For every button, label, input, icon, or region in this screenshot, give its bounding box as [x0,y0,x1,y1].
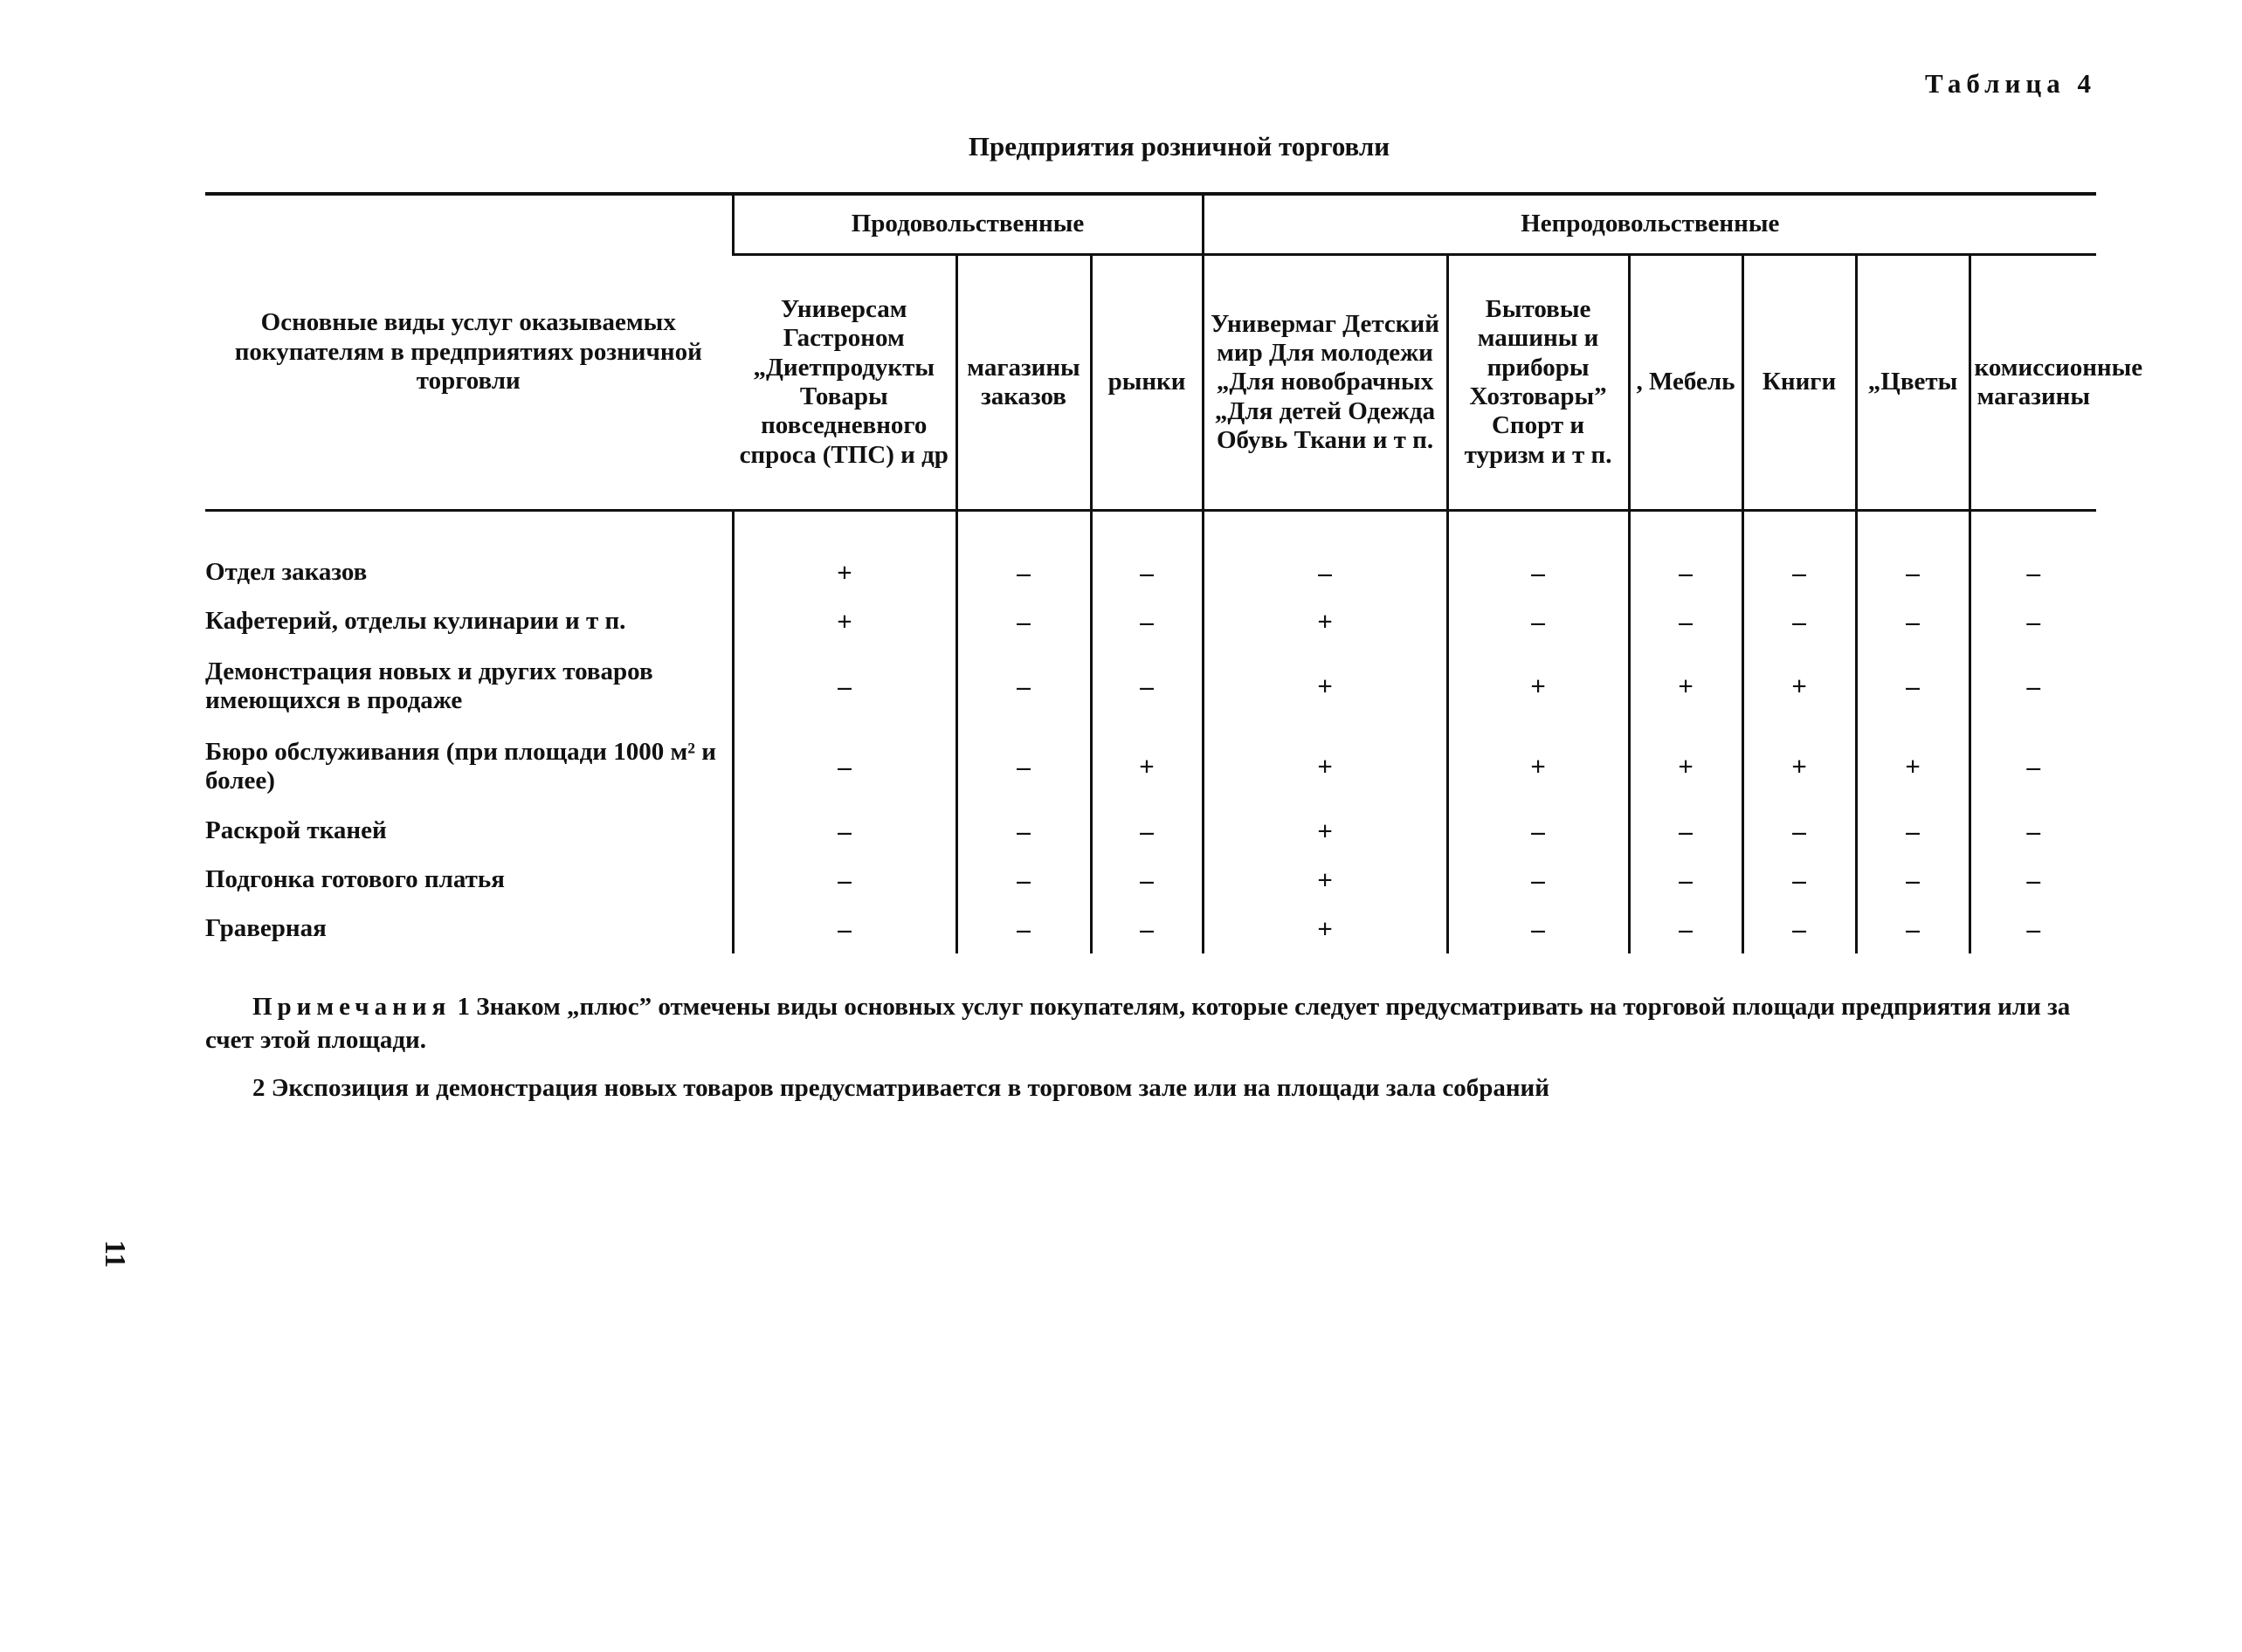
mark-cell: – [1091,905,1203,953]
column-header-furniture: , Мебель [1629,255,1742,511]
mark-cell: – [1856,856,1970,905]
service-name: Кафетерий, отделы кулинарии и т п. [205,607,626,636]
table-row [205,726,2096,807]
mark-cell: + [733,597,956,646]
notes-section [205,991,2096,1121]
mark-cell: – [956,807,1091,856]
table-number-label: Таблица 4 [1925,68,2096,99]
mark-cell: – [1629,548,1742,597]
mark-cell: + [1203,646,1447,726]
mark-cell: – [1091,597,1203,646]
mark-cell: – [1091,856,1203,905]
group-nonfood-header: Непродовольственные [1203,194,2096,255]
mark-cell: – [1856,807,1970,856]
mark-cell: – [1447,597,1629,646]
service-name: Бюро обслуживания (при площади 1000 м² и более) [205,737,716,795]
service-name: Раскрой тканей [205,816,387,845]
group-food-header: Продовольственные [733,194,1203,255]
column-header-books: Книги [1742,255,1856,511]
column-header-order-shops: магазины заказов [956,255,1091,511]
mark-cell: – [1629,807,1742,856]
mark-cell: – [1742,807,1856,856]
mark-cell: + [1629,646,1742,726]
mark-cell: – [1447,807,1629,856]
mark-cell: – [956,597,1091,646]
mark-cell: – [956,646,1091,726]
mark-cell: – [956,548,1091,597]
mark-cell: – [1742,856,1856,905]
column-header-department-store: Универмаг Детский мир Для молодежи „Для новобрачных „Для детей Одежда Обувь Ткани и т п. [1203,255,1447,511]
table-row [205,807,2096,856]
table-row [205,646,2096,726]
mark-cell: – [1970,905,2096,953]
mark-cell: – [956,905,1091,953]
mark-cell: + [1856,726,1970,807]
mark-cell: – [1629,905,1742,953]
mark-cell: – [1970,548,2096,597]
note-two-text: 2 Экспозиция и демонстрация новых товаров предусматривается в торговом зале или на площади зала собраний [252,1074,1549,1103]
mark-cell: – [956,856,1091,905]
mark-cell: – [1742,597,1856,646]
note-one-text: 1 Знаком „плюс” отмечены виды основных услуг покупателям, которые следует предусматривать на торговой площади предприятия или за счет этой площади. [205,993,2071,1054]
note-one [205,991,2096,1057]
mark-cell: – [1970,726,2096,807]
column-header-commission: комиссионные магазины [1970,255,2096,511]
mark-cell: + [1447,726,1629,807]
column-header-household: Бытовые машины и приборы Хозтовары” Спорт и туризм и т п. [1447,255,1629,511]
mark-cell: – [956,726,1091,807]
service-name: Подгонка готового платья [205,865,505,894]
table-spacer-row [205,511,2096,549]
page-number: 11 [99,1240,131,1269]
mark-cell: + [1091,726,1203,807]
table-row [205,905,2096,953]
mark-cell: – [733,646,956,726]
mark-cell: – [1970,807,2096,856]
table-title: Предприятия розничной торговли [968,131,1390,162]
mark-cell: + [1203,597,1447,646]
mark-cell: + [1203,726,1447,807]
mark-cell: + [733,548,956,597]
retail-services-table [205,192,2143,953]
notes-heading: Примечания [252,993,452,1021]
mark-cell: + [1203,905,1447,953]
mark-cell: – [1970,856,2096,905]
column-header-flowers: „Цветы [1856,255,1970,511]
mark-cell: – [733,856,956,905]
column-header-markets: рынки [1091,255,1203,511]
mark-cell: – [733,726,956,807]
mark-cell: – [1091,646,1203,726]
mark-cell: – [733,905,956,953]
mark-cell: + [1203,856,1447,905]
mark-cell: – [1091,807,1203,856]
service-name: Демонстрация новых и других товаров имеющихся в продаже [205,657,653,714]
service-name: Отдел заказов [205,558,368,587]
mark-cell: – [1856,905,1970,953]
mark-cell: – [1091,548,1203,597]
mark-cell: – [1629,856,1742,905]
mark-cell: + [1447,646,1629,726]
row-header: Основные виды услуг оказываемых покупателям в предприятиях розничной торговли [205,194,733,511]
mark-cell: – [1856,646,1970,726]
mark-cell: – [1970,646,2096,726]
mark-cell: – [1203,548,1447,597]
service-name: Граверная [205,914,327,943]
mark-cell: – [1856,548,1970,597]
mark-cell: – [1742,905,1856,953]
mark-cell: + [1203,807,1447,856]
mark-cell: + [1742,726,1856,807]
table-row [205,856,2096,905]
mark-cell: – [1856,597,1970,646]
mark-cell: – [1629,597,1742,646]
mark-cell: – [1447,905,1629,953]
mark-cell: + [1742,646,1856,726]
mark-cell: + [1629,726,1742,807]
mark-cell: – [733,807,956,856]
mark-cell: – [1447,856,1629,905]
mark-cell: – [1447,548,1629,597]
mark-cell: – [1742,548,1856,597]
column-header-supermarket: Универсам Гастроном „Диетпродукты Товары повседневного спроса (ТПС) и др [733,255,956,511]
mark-cell: – [1970,597,2096,646]
table-row [205,597,2096,646]
table-row [205,548,2096,597]
